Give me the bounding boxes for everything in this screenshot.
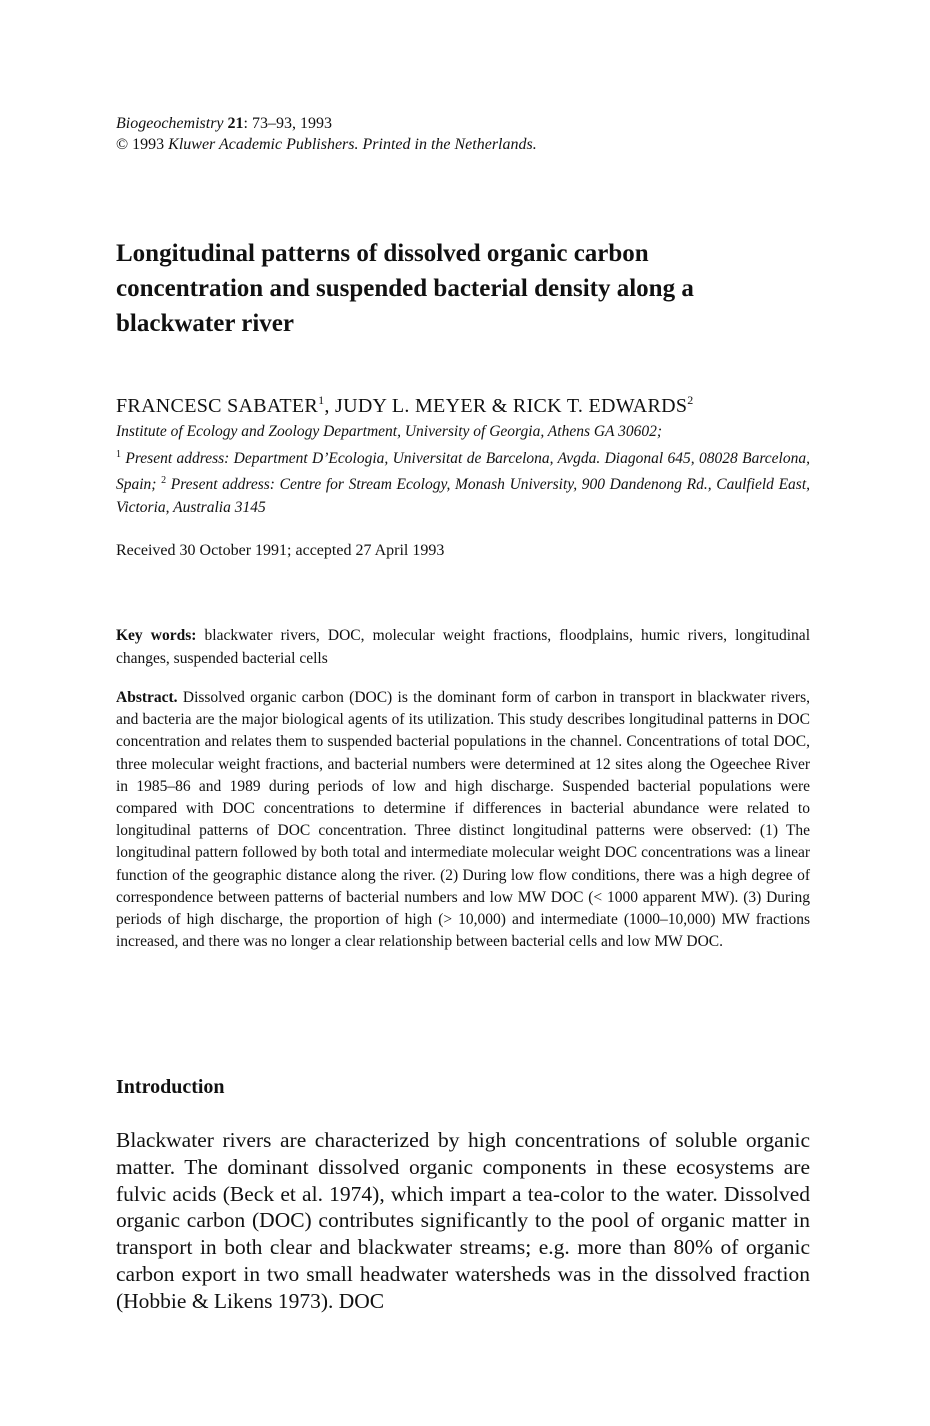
keywords-text: blackwater rivers, DOC, molecular weight fractions, floodplains, humic rivers, longitudinal changes, suspended bacterial cells — [116, 627, 810, 667]
affiliation-address-1: Present address: Department D’Ecologia, Universitat de Barcelona, Avgda. Diagonal 645, 08028 Barcelona, Spain; — [116, 449, 810, 493]
copyright-line — [116, 134, 537, 155]
affiliation-mark-1: 1 — [116, 448, 121, 460]
section-heading-introduction: Introduction — [116, 1076, 225, 1098]
journal-volume: 21 — [227, 115, 244, 132]
publisher-line: Kluwer Academic Publishers. Printed in the Netherlands. — [168, 136, 537, 153]
keywords — [116, 625, 810, 670]
journal-name: Biogeochemistry — [116, 115, 224, 132]
author-1-affil-mark: 1 — [318, 393, 325, 407]
introduction-paragraph: Blackwater rivers are characterized by high concentrations of soluble organic matter. The dominant dissolved organic components in these ecosystems are fulvic acids (Beck et al. 1974), which impart a tea-color to the water. Dissolved organic carbon (DOC) contributes significantly to the pool of organic matter in transport in both clear and blackwater streams; e.g. more than 80% of organic carbon export in two small headwater watersheds was in the dissolved fraction (Hobbie & Likens 1973). DOC — [116, 1128, 810, 1313]
journal-header — [116, 113, 537, 155]
author-list — [116, 387, 694, 419]
author-3-affil-mark: 2 — [687, 393, 694, 407]
received-dates: Received 30 October 1991; accepted 27 April 1993 — [116, 542, 445, 559]
keywords-label: Key words: — [116, 627, 197, 644]
affiliation-address-2: Present address: Centre for Stream Ecology, Monash University, 900 Dandenong Rd., Caulfield East, Victoria, Australia 3145 — [116, 476, 810, 516]
citation-line — [116, 113, 537, 134]
paper-title: Longitudinal patterns of dissolved organic carbon concentration and suspended bacterial density along a blackwater river — [116, 240, 694, 337]
affiliations — [116, 421, 810, 519]
journal-pages: : 73–93, 1993 — [243, 115, 332, 132]
abstract-label: Abstract. — [116, 689, 178, 706]
author-1: FRANCESC SABATER — [116, 395, 319, 417]
copyright-year: © 1993 — [116, 136, 165, 153]
affiliation-mark-2: 2 — [161, 475, 167, 486]
authors-rest: , JUDY L. MEYER & RICK T. EDWARDS — [324, 395, 688, 417]
affiliation-main: Institute of Ecology and Zoology Department, University of Georgia, Athens GA 30602; — [116, 423, 663, 440]
abstract-text: Dissolved organic carbon (DOC) is the dominant form of carbon in transport in blackwater rivers, and bacteria are the major biological agents of its utilization. This study describes longitudinal patterns in DOC concentration and relates them to suspended bacterial populations in the channel. Concentrations of total DOC, three molecular weight fractions, and bacterial numbers were determined at 12 sites along the Ogeechee River in 1985–86 and 1989 during periods of low and high discharge. Suspended bacterial populations were compared with DOC concentrations to determine if differences in bacterial abundance were related to longitudinal patterns of DOC concentration. Three distinct longitudinal patterns were observed: (1) The longitudinal pattern followed by both total and intermediate molecular weight DOC concentrations was a linear function of the geographic distance along the river. (2) During low flow conditions, there was a high degree of correspondence between patterns of bacterial numbers and low MW DOC (< 1000 apparent MW). (3) During periods of high discharge, the proportion of high (> 10,000) and intermediate (1000–10,000) MW fractions increased, and there was no longer a clear relationship between bacterial cells and low MW DOC. — [116, 689, 810, 951]
abstract — [116, 687, 810, 953]
